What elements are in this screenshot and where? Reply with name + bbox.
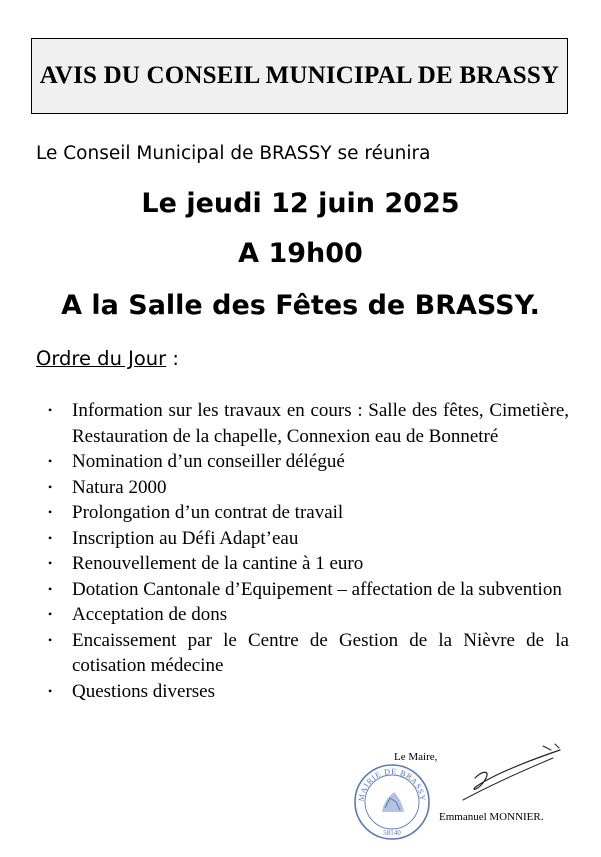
intro-text: Le Conseil Municipal de BRASSY se réunira [36, 143, 431, 164]
agenda-item: • Information sur les travaux en cours : Salle des fêtes, Cimetière, Restauration de la chapelle, Connexion eau de Bonnetré [72, 398, 569, 449]
agenda-heading-suffix: : [166, 347, 179, 370]
agenda-item: • Questions diverses [72, 679, 569, 705]
mayor-label: Le Maire, [394, 751, 438, 763]
agenda-item: • Inscription au Défi Adapt’eau [72, 526, 569, 552]
agenda-heading-label: Ordre du Jour [36, 347, 167, 370]
mairie-stamp-icon [352, 762, 432, 842]
agenda-item: • Renouvellement de la cantine à 1 euro [72, 551, 569, 577]
handwritten-signature-icon [455, 740, 570, 805]
meeting-time: A 19h00 [238, 238, 363, 269]
agenda-item: • Nomination d’un conseiller délégué [72, 449, 569, 475]
agenda-list [72, 398, 569, 704]
stamp-text: MAIRIE DE BRASSY [356, 766, 428, 802]
mayor-name: Emmanuel MONNIER. [439, 811, 544, 823]
agenda-heading [36, 347, 179, 370]
agenda-item: • Acceptation de dons [72, 602, 569, 628]
agenda-item: • Natura 2000 [72, 475, 569, 501]
title-box [31, 38, 568, 114]
agenda-item: • Dotation Cantonale d’Equipement – affectation de la subvention [72, 577, 569, 603]
meeting-date: Le jeudi 12 juin 2025 [141, 188, 460, 219]
stamp-code: 58140 [383, 829, 401, 837]
page-title: AVIS DU CONSEIL MUNICIPAL DE BRASSY [39, 62, 560, 89]
meeting-place: A la Salle des Fêtes de BRASSY. [61, 290, 540, 321]
agenda-item: • Prolongation d’un contrat de travail [72, 500, 569, 526]
agenda-item: • Encaissement par le Centre de Gestion de la Nièvre de la cotisation médecine [72, 628, 569, 679]
